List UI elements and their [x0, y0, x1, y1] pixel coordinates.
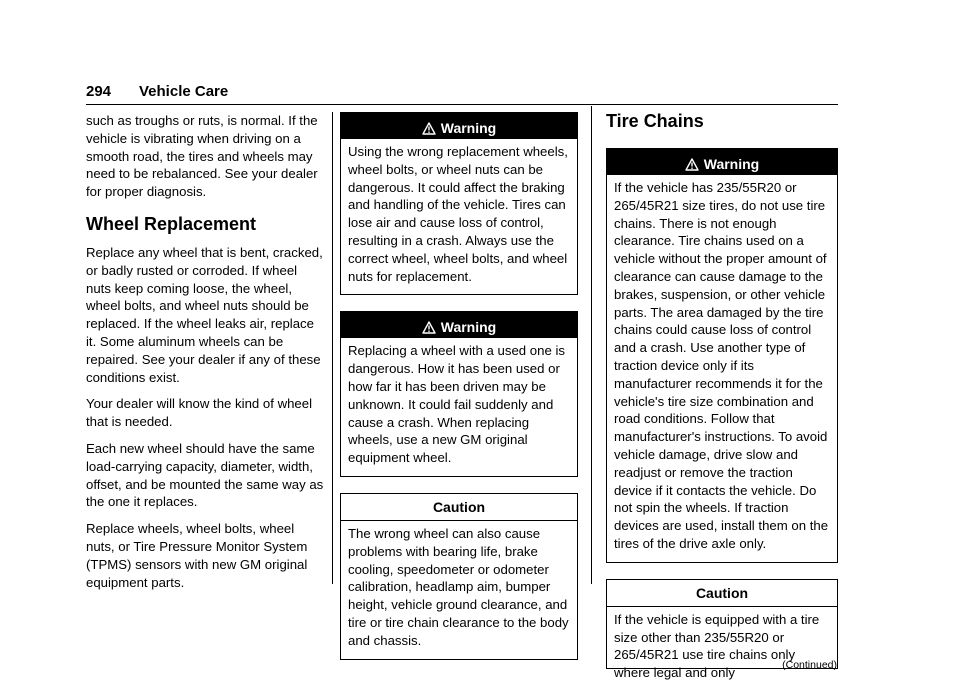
column-divider-2: [591, 106, 592, 584]
warning-header: [607, 149, 837, 175]
warning-text: Using the wrong replacement wheels, wheel bolts, or wheel nuts can be dangerous. It could affect the braking and handling of the vehicle. Tires can lose air and cause loss of control, resulting in a crash. Always use the correct wheel, wheel bolts, and wheel nuts for replacement.: [348, 144, 568, 284]
caution-box: [606, 579, 838, 681]
column-divider-1: [332, 112, 333, 584]
page-header: [86, 82, 838, 105]
heading-tire-chains: Tire Chains: [606, 111, 704, 131]
paragraph: Replace wheels, wheel bolts, wheel nuts, or Tire Pressure Monitor System (TPMS) sensors with new GM original equipment parts.: [86, 521, 308, 590]
warning-text: Replacing a wheel with a used one is dangerous. How it has been used or how far it has been driven may be unknown. It could fail suddenly and cause a crash. When replacing wheels, use a new GM original equipment wheel.: [348, 343, 565, 466]
intro-paragraph: such as troughs or ruts, is normal. If the vehicle is vibrating when driving on a smooth road, the tires and wheels may need to be rebalanced. See your dealer for proper diagnosis.: [86, 113, 318, 200]
warning-text: If the vehicle has 235/55R20 or 265/45R21 size tires, do not use tire chains. There is not enough clearance. Tire chains used on a vehicle without the proper amount of clearance can cause damage to the brakes, suspension, or other vehicle parts. The area damaged by the tire chains could cause loss of control and a crash. Use another type of traction device only if its manufacturer recommends it for the vehicle's tire size combination and road conditions. Follow that manufacturer's instructions. To avoid vehicle damage, drive slow and readjust or remove the traction device if it contacts the vehicle. Do not spin the wheels. If traction devices are used, install them on the tires of the drive axle only.: [614, 180, 829, 551]
caution-title: Caution: [341, 494, 577, 521]
heading-wheel-replacement: Wheel Replacement: [86, 213, 257, 234]
warning-triangle-icon: [422, 321, 436, 334]
caution-text: The wrong wheel can also cause problems with bearing life, brake cooling, speedometer or odometer calibration, headlamp aim, bumper height, vehicle ground clearance, and tire or tire chain clearance to the body and chassis.: [348, 525, 569, 648]
warning-title: Warning: [440, 120, 497, 136]
caution-title: Caution: [607, 580, 837, 607]
page-number: 294: [86, 83, 112, 100]
warning-box: [340, 311, 578, 477]
continued-label: (Continued): [782, 658, 837, 671]
caution-box: [340, 493, 578, 660]
warning-box: [606, 148, 838, 563]
warning-title: Warning: [703, 156, 760, 172]
paragraph: Your dealer will know the kind of wheel that is needed.: [86, 396, 313, 430]
warning-box: [340, 112, 578, 295]
warning-header: [341, 113, 577, 139]
warning-triangle-icon: [422, 122, 436, 135]
section-title: Vehicle Care: [139, 83, 229, 100]
caution-text: If the vehicle is equipped with a tire size other than 235/55R20 or 265/45R21 use tire chains only where legal and only: [614, 611, 820, 681]
paragraph: Each new wheel should have the same load-carrying capacity, diameter, width, offset, and be mounted the same way as the one it replaces.: [86, 440, 324, 510]
warning-title: Warning: [440, 319, 497, 336]
warning-header: [341, 312, 577, 338]
column-2: [340, 112, 578, 676]
paragraph: Replace any wheel that is bent, cracked, or badly rusted or corroded. If wheel nuts keep coming loose, the wheel, wheel bolts, and wheel nuts should be replaced. If the wheel leaks air, replace it. Some aluminum wheels can be repaired. See your dealer if any of these conditions exist.: [86, 244, 323, 385]
column-1: [86, 112, 324, 600]
column-3: [606, 112, 838, 685]
warning-triangle-icon: [685, 158, 699, 171]
